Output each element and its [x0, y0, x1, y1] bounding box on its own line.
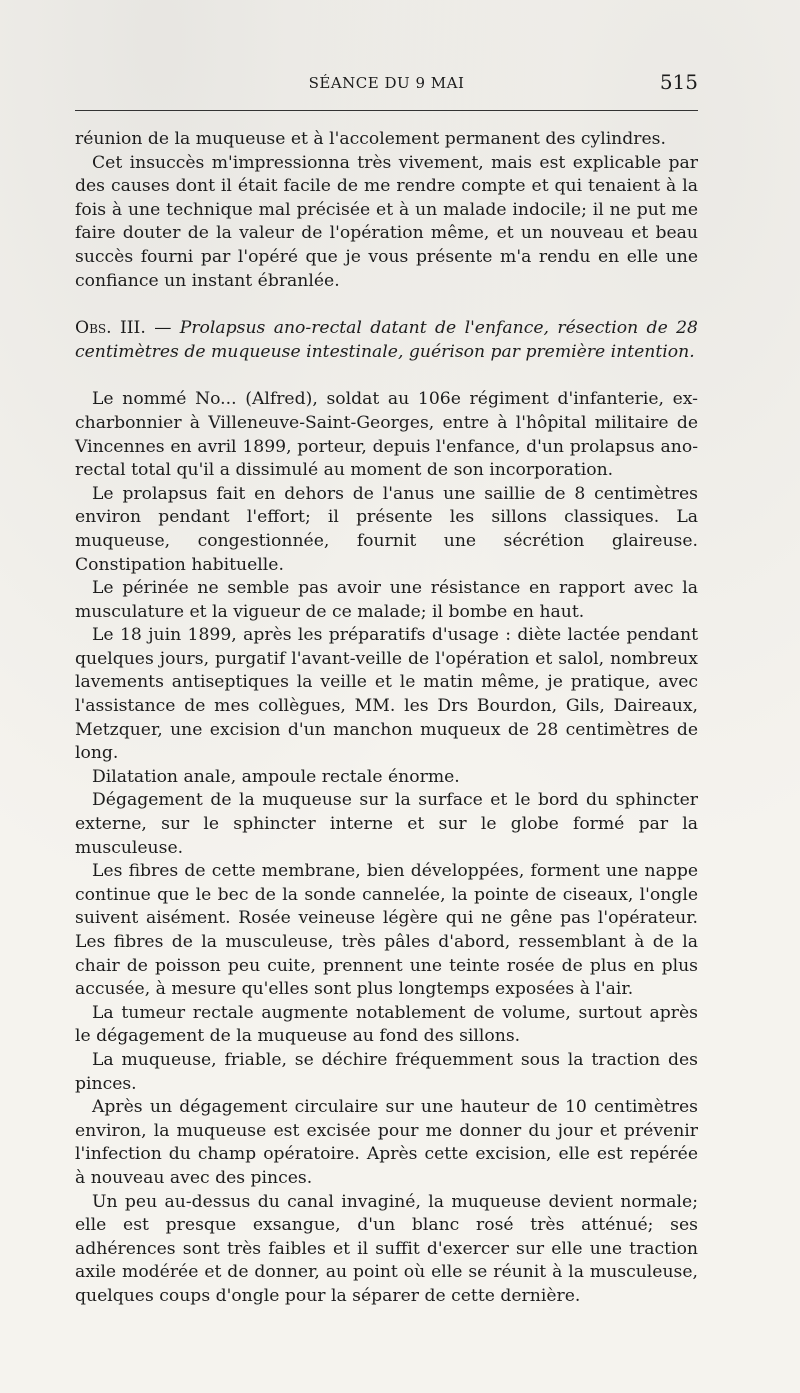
body-text — [75, 128, 698, 1309]
paragraph: Cet insuccès m'impressionna très vivement, mais est explicable par des causes dont il était facile de me rendre compte et qui tenaient à la fois à une technique mal précisée et à un malade indocile; il ne put me faire douter de la valeur de l'opération même, et un nouveau et beau succès fourni par l'opéré que je vous présente m'a rendu en elle une confiance un instant ébranlée. — [75, 152, 698, 291]
paragraph: réunion de la muqueuse et à l'accolement permanent des cylindres. — [75, 129, 666, 149]
observation-label: Obs. III. — — [75, 318, 180, 339]
paragraph: Le 18 juin 1899, après les préparatifs d'usage : diète lactée pendant quelques jours, purgatif l'avant-veille de l'opération et salol, nombreux lavements antiseptiques la veille et le matin même, je pratique, avec l'assistance de mes collègues, MM. les Drs Bourdon, Gils, Daireaux, Metzquer, une excision d'un manchon muqueux de 28 centimètres de long. — [75, 625, 698, 764]
header-rule — [75, 110, 698, 111]
running-header — [75, 70, 698, 94]
paragraph: Le prolapsus fait en dehors de l'anus une saillie de 8 centimètres environ pendant l'effort; il présente les sillons classiques. La muqueuse, congestionnée, fournit une sécrétion glaireuse. Constipation habituelle. — [75, 483, 698, 575]
paragraph: Dégagement de la muqueuse sur la surface et le bord du sphincter externe, sur le sphincter interne et sur le globe formé par la musculeuse. — [75, 790, 698, 858]
observation-heading — [75, 317, 698, 364]
paragraph: Un peu au-dessus du canal invaginé, la muqueuse devient normale; elle est presque exsangue, d'un blanc rosé très atténué; ses adhérences sont très faibles et il suffit d'exercer sur elle une traction axile modérée et de donner, au point où elle se réunit à la musculeuse, quelques coups d'ongle pour la séparer de cette dernière. — [75, 1191, 698, 1306]
running-header-title: SÉANCE DU 9 MAI — [308, 74, 465, 92]
observation-title: Prolapsus ano-rectal datant de l'enfance, résection de 28 centimètres de muqueuse intestinale, guérison par première intention. — [75, 318, 698, 362]
paragraph: Le nommé No... (Alfred), soldat au 106e régiment d'infanterie, ex-charbonnier à Villeneuve-Saint-Georges, entre à l'hôpital militaire de Vincennes en avril 1899, porteur, depuis l'enfance, d'un prolapsus ano-rectal total qu'il a dissimulé au moment de son incorporation. — [75, 389, 698, 481]
paragraph: La tumeur rectale augmente notablement de volume, surtout après le dégagement de la muqueuse au fond des sillons. — [75, 1002, 698, 1047]
paragraph: Le périnée ne semble pas avoir une résistance en rapport avec la musculature et la vigueur de ce malade; il bombe en haut. — [75, 578, 698, 622]
paragraph: Les fibres de cette membrane, bien développées, forment une nappe continue que le bec de la sonde cannelée, la pointe de ciseaux, l'ongle suivent aisément. Rosée veineuse légère qui ne gêne pas l'opérateur. Les fibres de la musculeuse, très pâles d'abord, ressemblant à de la chair de poisson peu cuite, prennent une teinte rosée de plus en plus accusée, à mesure qu'elles sont plus longtemps exposées à l'air. — [75, 861, 698, 1000]
paragraph: Après un dégagement circulaire sur une hauteur de 10 centimètres environ, la muqueuse est excisée pour me donner du jour et prévenir l'infection du champ opératoire. Après cette excision, elle est repérée à nouveau avec des pinces. — [75, 1097, 698, 1188]
paragraph: Dilatation anale, ampoule rectale énorme. — [92, 766, 460, 787]
paragraph: La muqueuse, friable, se déchire fréquemment sous la traction des pinces. — [75, 1049, 698, 1094]
page-number: 515 — [659, 70, 698, 94]
